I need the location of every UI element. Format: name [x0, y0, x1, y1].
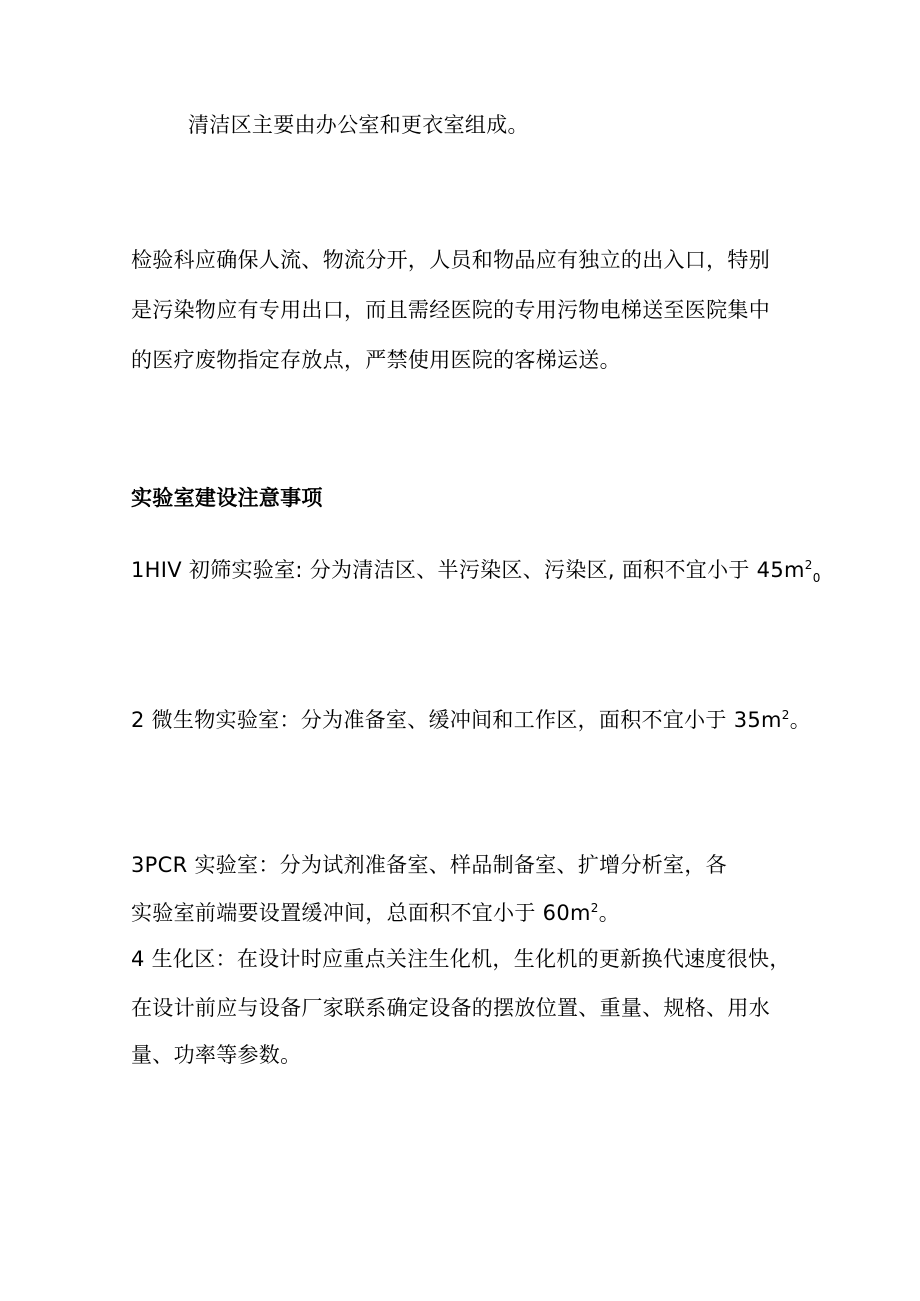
microbiology-lab-suffix: 。: [789, 708, 812, 732]
biochem-line-3: 量、功率等参数。: [131, 1043, 302, 1067]
flow-paragraph-line-1: 检验科应确保人流、物流分开，人员和物品应有独立的出入口，特别: [131, 248, 770, 272]
pcr-lab-line-2-text: 实验室前端要设置缓冲间，总面积不宜小于 60m: [131, 901, 591, 925]
microbiology-lab-superscript: 2: [781, 708, 790, 722]
section-heading: 实验室建设注意事项: [131, 486, 323, 510]
pcr-lab-suffix: 。: [598, 901, 621, 925]
pcr-lab-superscript: 2: [590, 901, 599, 915]
hiv-lab-suffix: 0: [812, 571, 821, 586]
biochem-line-2: 在设计前应与设备厂家联系确定设备的摆放位置、重量、规格、用水: [131, 996, 770, 1020]
clean-zone-paragraph: 清洁区主要由办公室和更衣室组成。: [188, 113, 529, 137]
hiv-lab-item: [131, 557, 821, 586]
hiv-lab-text: 1HIV 初筛实验室: 分为清洁区、半污染区、污染区, 面积不宜小于 45m: [131, 558, 805, 582]
hiv-lab-superscript: 2: [804, 558, 813, 572]
microbiology-lab-item: [131, 707, 811, 733]
pcr-lab-line-1: 3PCR 实验室：分为试剂准备室、样品制备室、扩增分析室，各: [131, 853, 727, 877]
pcr-lab-line-2: [131, 900, 620, 926]
flow-paragraph-line-2: 是污染物应有专用出口，而且需经医院的专用污物电梯送至医院集中: [131, 298, 770, 322]
flow-paragraph-line-3: 的医疗废物指定存放点，严禁使用医院的客梯运送。: [131, 348, 621, 372]
microbiology-lab-text: 2 微生物实验室：分为准备室、缓冲间和工作区，面积不宜小于 35m: [131, 708, 782, 732]
biochem-line-1: 4 生化区：在设计时应重点关注生化机，生化机的更新换代速度很快，: [131, 947, 791, 971]
